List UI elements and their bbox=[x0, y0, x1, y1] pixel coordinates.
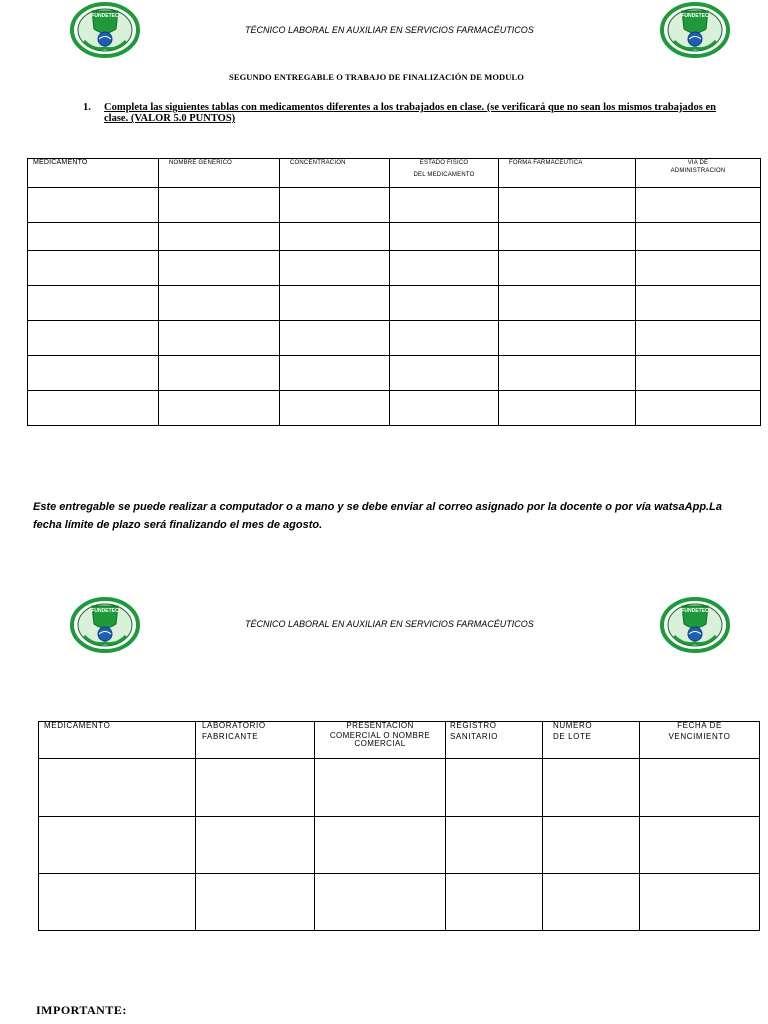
header-forma-farmaceutica: FORMA FARMACEUTICA bbox=[499, 159, 636, 188]
table-cell[interactable] bbox=[315, 759, 446, 817]
table-row bbox=[28, 356, 761, 391]
header-presentacion-line2: COMERCIAL O NOMBRE bbox=[329, 731, 431, 740]
table-cell[interactable] bbox=[28, 251, 159, 286]
table-cell[interactable] bbox=[543, 874, 640, 931]
table-cell[interactable] bbox=[159, 391, 280, 426]
table-cell[interactable] bbox=[390, 356, 499, 391]
table-cell[interactable] bbox=[390, 321, 499, 356]
table-cell[interactable] bbox=[28, 391, 159, 426]
table-cell[interactable] bbox=[280, 251, 390, 286]
table-cell[interactable] bbox=[390, 286, 499, 321]
table-row bbox=[39, 874, 760, 931]
table-cell[interactable] bbox=[636, 321, 761, 356]
table-header-row bbox=[28, 159, 761, 188]
table-cell[interactable] bbox=[196, 759, 315, 817]
header-presentacion bbox=[315, 722, 446, 759]
header-laboratorio-line2: FABRICANTE bbox=[202, 732, 259, 741]
table-cell[interactable] bbox=[636, 391, 761, 426]
header-presentacion-line1: PRESENTACION bbox=[346, 721, 414, 730]
header-numero-line2: DE LOTE bbox=[553, 732, 592, 741]
header-concentracion: CONCENTRACION bbox=[280, 159, 390, 188]
table-cell[interactable] bbox=[28, 321, 159, 356]
table-cell[interactable] bbox=[636, 251, 761, 286]
submission-note: Este entregable se puede realizar a computador o a mano y se debe enviar al correo asignado por la docente o por vía watsaApp.La fecha límite de plazo será finalizando el mes de agosto. bbox=[33, 501, 722, 531]
header-estado-fisico bbox=[390, 159, 499, 188]
table-cell[interactable] bbox=[499, 321, 636, 356]
header-estado-fisico-line1: ESTADO FISICO bbox=[419, 160, 469, 166]
header-numero-lote bbox=[543, 722, 640, 759]
header-registro-line2: SANITARIO bbox=[450, 732, 498, 741]
table-cell[interactable] bbox=[636, 286, 761, 321]
logo-text: FUNDETEC bbox=[681, 608, 709, 614]
table-row bbox=[39, 759, 760, 817]
logo-text: FUNDETEC bbox=[681, 13, 709, 19]
fundetec-logo bbox=[660, 596, 730, 654]
header-registro-line1: REGISTRO bbox=[450, 721, 497, 730]
table-cell[interactable] bbox=[196, 874, 315, 931]
header-laboratorio-line1: LABORATORIO bbox=[202, 721, 266, 730]
table-cell[interactable] bbox=[280, 223, 390, 251]
table-row bbox=[28, 188, 761, 223]
table-cell[interactable] bbox=[28, 286, 159, 321]
header-fecha-line2: VENCIMIENTO bbox=[668, 732, 731, 741]
table-cell[interactable] bbox=[28, 223, 159, 251]
fundetec-logo bbox=[70, 1, 140, 59]
table-cell[interactable] bbox=[390, 223, 499, 251]
table-cell[interactable] bbox=[636, 356, 761, 391]
table-cell[interactable] bbox=[640, 759, 760, 817]
table-cell[interactable] bbox=[446, 874, 543, 931]
document-subtitle: SEGUNDO ENTREGABLE O TRABAJO DE FINALIZACIÓN DE MODULO bbox=[229, 72, 524, 82]
table-cell[interactable] bbox=[499, 286, 636, 321]
table-cell[interactable] bbox=[499, 391, 636, 426]
medication-table-1 bbox=[27, 158, 761, 426]
header-via-line1: VIA DE bbox=[687, 160, 709, 166]
table-row bbox=[39, 817, 760, 874]
table-cell[interactable] bbox=[499, 356, 636, 391]
table-cell[interactable] bbox=[280, 188, 390, 223]
header-via-administracion bbox=[636, 159, 761, 188]
table-cell[interactable] bbox=[543, 759, 640, 817]
table-cell[interactable] bbox=[446, 817, 543, 874]
table-row bbox=[28, 321, 761, 356]
header-medicamento: MEDICAMENTO bbox=[28, 159, 159, 188]
table-cell[interactable] bbox=[28, 188, 159, 223]
table-cell[interactable] bbox=[390, 391, 499, 426]
table-row bbox=[28, 251, 761, 286]
table-cell[interactable] bbox=[39, 817, 196, 874]
header-via-line2: ADMINISTRACION bbox=[670, 168, 726, 174]
table-cell[interactable] bbox=[159, 223, 280, 251]
header-title: TÉCNICO LABORAL EN AUXILIAR EN SERVICIOS FARMACÉUTICOS bbox=[245, 619, 534, 629]
table-header-row bbox=[39, 722, 760, 759]
table-cell[interactable] bbox=[636, 223, 761, 251]
fundetec-logo bbox=[70, 596, 140, 654]
table-cell[interactable] bbox=[159, 251, 280, 286]
instruction-text: Completa las siguientes tablas con medicamentos diferentes a los trabajados en clase. (se verificará que no sean los mismos trabajados en clase. (VALOR 5.0 PUNTOS) bbox=[104, 102, 716, 124]
medication-table-2 bbox=[38, 721, 760, 931]
table-cell[interactable] bbox=[640, 874, 760, 931]
table-cell[interactable] bbox=[159, 356, 280, 391]
instruction bbox=[83, 102, 733, 128]
instruction-number: 1. bbox=[83, 102, 91, 113]
header-fecha-line1: FECHA DE bbox=[677, 721, 722, 730]
table-row bbox=[28, 391, 761, 426]
fundetec-logo bbox=[660, 1, 730, 59]
table-cell[interactable] bbox=[636, 188, 761, 223]
header-presentacion-line3: COMERCIAL bbox=[354, 739, 406, 748]
table-cell[interactable] bbox=[159, 321, 280, 356]
table-cell[interactable] bbox=[390, 251, 499, 286]
header-fecha-vencimiento bbox=[640, 722, 760, 759]
table-cell[interactable] bbox=[280, 391, 390, 426]
table-cell[interactable] bbox=[499, 223, 636, 251]
table-row bbox=[28, 223, 761, 251]
table-row bbox=[28, 286, 761, 321]
header-estado-fisico-line2: DEL MEDICAMENTO bbox=[413, 172, 475, 178]
table-cell[interactable] bbox=[159, 188, 280, 223]
table-cell[interactable] bbox=[39, 759, 196, 817]
table-cell[interactable] bbox=[159, 286, 280, 321]
logo-text: FUNDETEC bbox=[91, 608, 119, 614]
logo-text: FUNDETEC bbox=[91, 13, 119, 19]
table-cell[interactable] bbox=[499, 188, 636, 223]
table-cell[interactable] bbox=[280, 356, 390, 391]
table-cell[interactable] bbox=[640, 817, 760, 874]
header-title: TÉCNICO LABORAL EN AUXILIAR EN SERVICIOS FARMACÉUTICOS bbox=[245, 25, 534, 35]
header-medicamento: MEDICAMENTO bbox=[39, 722, 196, 759]
table-cell[interactable] bbox=[315, 874, 446, 931]
table-cell[interactable] bbox=[390, 188, 499, 223]
header-laboratorio bbox=[196, 722, 315, 759]
table-cell[interactable] bbox=[196, 817, 315, 874]
table-cell[interactable] bbox=[315, 817, 446, 874]
table-cell[interactable] bbox=[280, 321, 390, 356]
table-cell[interactable] bbox=[39, 874, 196, 931]
table-cell[interactable] bbox=[280, 286, 390, 321]
header-registro bbox=[446, 722, 543, 759]
header-numero-line1: NUMERO bbox=[553, 721, 593, 730]
header-nombre-generico: NOMBRE GENERICO bbox=[159, 159, 280, 188]
table-cell[interactable] bbox=[543, 817, 640, 874]
table-cell[interactable] bbox=[446, 759, 543, 817]
table-cell[interactable] bbox=[28, 356, 159, 391]
table-cell[interactable] bbox=[499, 251, 636, 286]
important-heading: IMPORTANTE: bbox=[36, 1003, 127, 1017]
